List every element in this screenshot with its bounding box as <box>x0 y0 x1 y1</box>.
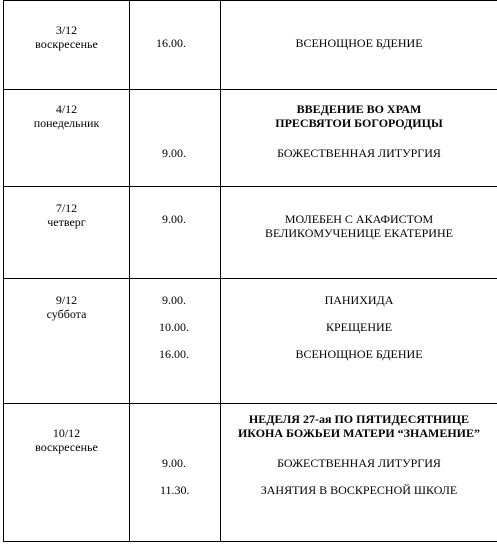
service-time: 11.30. <box>160 483 190 497</box>
event-cell <box>221 90 497 187</box>
weekday: четверг <box>47 215 86 229</box>
service-time: 16.00. <box>159 347 189 361</box>
date: 9/12 <box>55 293 78 307</box>
time-cell <box>130 279 221 404</box>
service-name: КРЕЩЕНИЕ <box>325 320 393 334</box>
feast-title: ИКОНА БОЖЬЕИ МАТЕРИ “ЗНАМЕНИЕ” <box>237 426 481 440</box>
date-cell <box>4 187 130 279</box>
feast-title: НЕДЕЛЯ 27-ая ПО ПЯТИДЕСЯТНИЦЕ <box>248 412 470 426</box>
schedule-table <box>3 0 497 542</box>
time-cell <box>130 187 221 279</box>
service-name: ВСЕНОЩНОЕ БДЕНИЕ <box>295 36 423 50</box>
event-cell <box>221 1 497 90</box>
service-name: БОЖЕСТВЕННАЯ ЛИТУРГИЯ <box>277 146 441 160</box>
feast-title: ВВЕДЕНИЕ ВО ХРАМ <box>296 102 422 116</box>
date: 3/12 <box>55 23 78 37</box>
time-cell <box>130 90 221 187</box>
date-cell <box>4 90 130 187</box>
table-row <box>4 90 497 187</box>
event-cell <box>221 279 497 404</box>
weekday: воскресенье <box>35 440 98 454</box>
time-cell <box>130 404 221 542</box>
service-time: 9.00. <box>162 293 186 307</box>
service-time: 9.00. <box>162 456 186 470</box>
date-cell <box>4 1 130 90</box>
table-row <box>4 1 497 90</box>
weekday: воскресенье <box>35 37 98 51</box>
feast-title: ПРЕСВЯТОИ БОГОРОДИЦЫ <box>275 116 443 130</box>
date-cell <box>4 279 130 404</box>
table-row <box>4 404 497 542</box>
service-name: МОЛЕБЕН С АКАФИСТОМ <box>284 212 434 226</box>
event-cell <box>221 187 497 279</box>
service-name: ВЕЛИКОМУЧЕНИЦЕ ЕКАТЕРИНЕ <box>265 226 453 240</box>
weekday: суббота <box>46 307 87 321</box>
service-name: ЗАНЯТИЯ В ВОСКРЕСНОЙ ШКОЛЕ <box>260 483 458 497</box>
service-name: БОЖЕСТВЕННАЯ ЛИТУРГИЯ <box>277 456 441 470</box>
service-time: 9.00. <box>162 212 186 226</box>
service-time: 16.00. <box>156 36 186 50</box>
service-time: 9.00. <box>162 146 186 160</box>
table-row <box>4 279 497 404</box>
date: 4/12 <box>55 102 78 116</box>
service-time: 10.00. <box>159 320 189 334</box>
table-row <box>4 187 497 279</box>
weekday: понедельник <box>33 116 100 130</box>
service-name: ПАНИХИДА <box>324 293 394 307</box>
date: 10/12 <box>52 426 81 440</box>
event-cell <box>221 404 497 542</box>
date-cell <box>4 404 130 542</box>
service-name: ВСЕНОЩНОЕ БДЕНИЕ <box>295 347 423 361</box>
time-cell <box>130 1 221 90</box>
date: 7/12 <box>55 201 78 215</box>
